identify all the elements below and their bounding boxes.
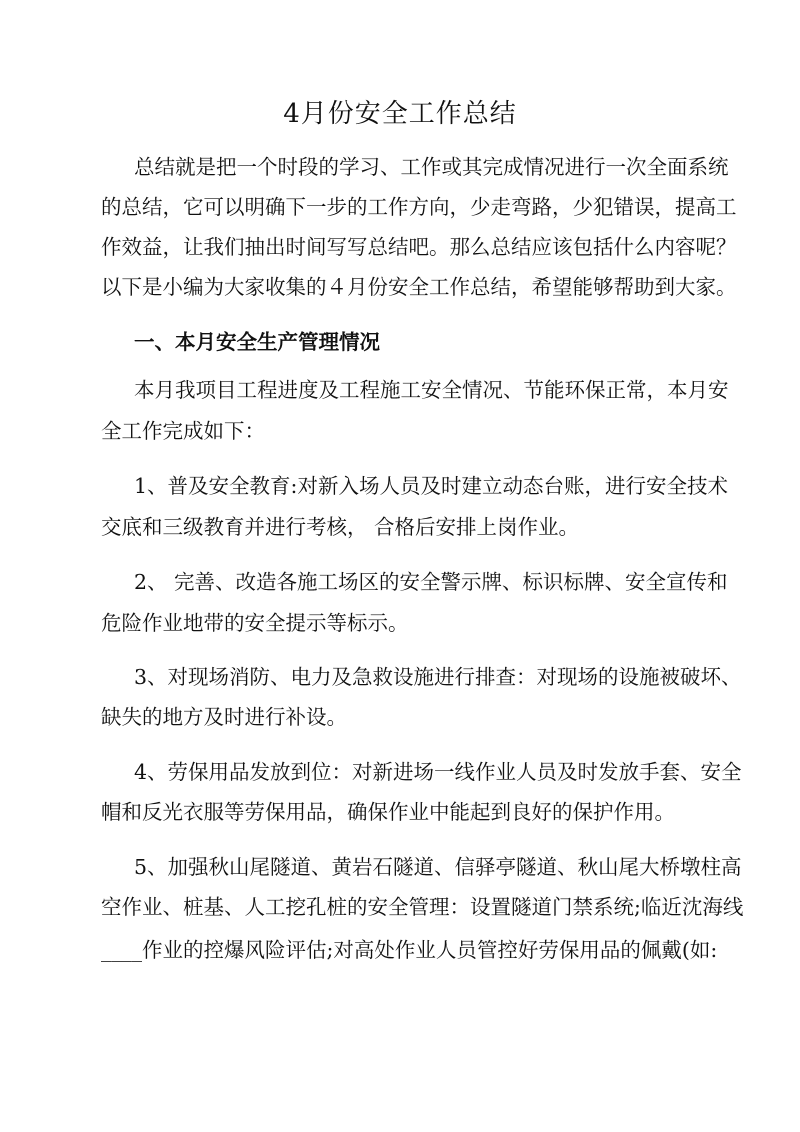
item-3-line-2: 缺失的地方及时进行补设。 bbox=[101, 705, 347, 729]
item-2-line-1: 2、 完善、改造各施工场区的安全警示牌、标识标牌、安全宣传和 bbox=[134, 570, 728, 594]
item-5-line-2: 空作业、桩基、人工挖孔桩的安全管理：设置隧道门禁系统;临近沈海线 bbox=[101, 895, 744, 919]
document-title: 4月份安全工作总结 bbox=[283, 99, 517, 129]
intro-line-1: 总结就是把一个时段的学习、工作或其完成情况进行一次全面系统 bbox=[134, 155, 729, 179]
section-intro-line-1: 本月我项目工程进度及工程施工安全情况、节能环保正常，本月安 bbox=[134, 378, 729, 402]
item-5-line-3: ____作业的控爆风险评估;对高处作业人员管控好劳保用品的佩戴(如: bbox=[101, 938, 718, 962]
item-1-line-1: 1、普及安全教育:对新入场人员及时建立动态台账，进行安全技术 bbox=[134, 474, 728, 498]
item-2-line-2: 危险作业地带的安全提示等标示。 bbox=[101, 611, 409, 635]
item-4-line-1: 4、劳保用品发放到位：对新进场一线作业人员及时发放手套、安全 bbox=[134, 760, 742, 784]
intro-line-3: 作效益，让我们抽出时间写写总结吧。那么总结应该包括什么内容呢？ bbox=[101, 235, 737, 259]
item-4-line-2: 帽和反光衣服等劳保用品，确保作业中能起到良好的保护作用。 bbox=[101, 800, 675, 824]
item-3-line-1: 3、对现场消防、电力及急救设施进行排查：对现场的设施被破坏、 bbox=[134, 665, 742, 689]
item-1-line-2: 交底和三级教育并进行考核， 合格后安排上岗作业。 bbox=[101, 515, 580, 539]
item-5-line-1: 5、加强秋山尾隧道、黄岩石隧道、信驿亭隧道、秋山尾大桥墩柱高 bbox=[134, 855, 742, 879]
section-intro-line-2: 全工作完成如下： bbox=[101, 419, 265, 443]
section-heading: 一、本月安全生产管理情况 bbox=[134, 330, 380, 354]
intro-line-2: 的总结，它可以明确下一步的工作方向，少走弯路，少犯错误，提高工 bbox=[101, 195, 737, 219]
intro-line-4: 以下是小编为大家收集的４月份安全工作总结，希望能够帮助到大家。 bbox=[101, 275, 737, 299]
